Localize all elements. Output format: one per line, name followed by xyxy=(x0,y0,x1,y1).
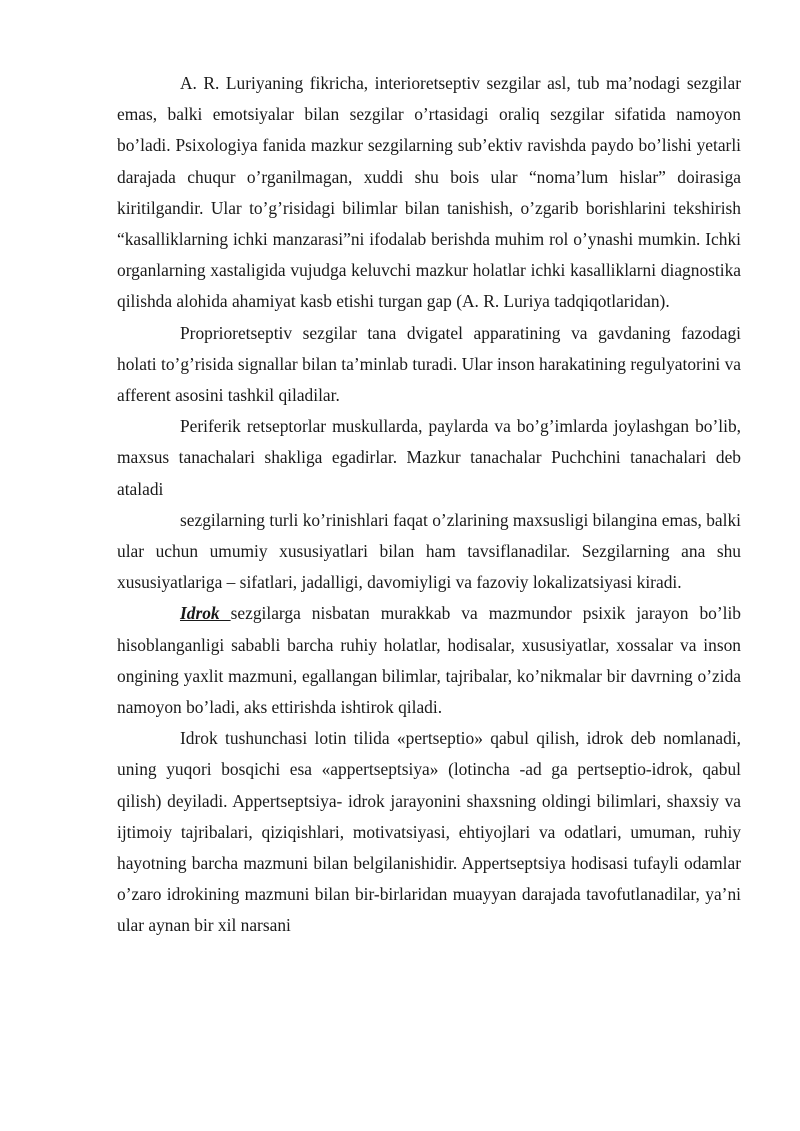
paragraph-proprioceptive: Proprioretseptiv sezgilar tana dvigatel apparatining va gavdaning fazodagi holati to’g’risida signallar bilan ta’minlab turadi. Ular inson harakatining regulyatorini va afferent asosini tashkil qiladilar. xyxy=(117,322,741,406)
term-idrok: Idrok xyxy=(180,603,231,624)
paragraph-perception-text: sezgilarga nisbatan murakkab va mazmundor psixik jarayon bo’lib hisoblanganligi sababli barcha ruhiy holatlar, hodisalar, xususiyatlar, xossalar va inson ongining yaxlit mazmuni, egallangan bilimlar, tajribalar, ko’nikmalar bir davrning o’zida namoyon bo’ladi, aks ettirishda ishtirok qiladi. xyxy=(117,603,741,718)
paragraph-interoreceptive: A. R. Luriyaning fikricha, interioretseptiv sezgilar asl, tub ma’nodagi sezgilar emas, balki emotsiyalar bilan sezgilar o’rtasidagi oraliq sezgilar sifatida namoyon bo’ladi. Psixologiya fanida mazkur sezgilarning sub’ektiv ravishda paydo bo’lishi yetarli darajada chuqur o’rganilmagan, xuddi shu bois ular “noma’lum hislar” doirasiga kiritilgandir. Ular to’g’risidagi bilimlar bilan tanishish, o’zgarib borishlarini tekshirish “kasalliklarning ichki manzarasi”ni ifodalab berishda muhim rol o’ynashi mumkin. Ichki organlarning xastaligida vujudga keluvchi mazkur holatlar ichki kasalliklarni diagnostika qilishda alohida ahamiyat kasb etishi turgan gap (A. R. Luriya tadqiqotlaridan). xyxy=(117,73,741,312)
paragraph-sensation-properties: sezgilarning turli ko’rinishlari faqat o’zlarining maxsusligi bilangina emas, balki ular uchun umumiy xususiyatlari bilan ham tavsiflanadilar. Sezgilarning ana shu xususiyatlariga – sifatlari, jadalligi, davomiyligi va fazoviy lokalizatsiyasi kiradi. xyxy=(117,509,741,593)
paragraph-perception-definition xyxy=(117,598,741,723)
paragraph-apperception: Idrok tushunchasi lotin tilida «pertseptio» qabul qilish, idrok deb nomlanadi, uning yuqori bosqichi esa «appertseptsiya» (lotincha -ad ga pertseptio-idrok, qabul qilish) deyiladi. Appertseptsiya- idrok jarayonini shaxsning oldingi bilimlari, shaxsiy va ijtimoiy tajribalari, qiziqishlari, motivatsiyasi, ehtiyojlari va odatlari, umuman, ruhiy hayotning barcha mazmuni bilan belgilanishidir. Appertseptsiya hodisasi tufayli odamlar o’zaro idrokining mazmuni bilan bir-birlaridan muayyan darajada tavofutlanadilar, ya’ni ular aynan bir xil narsani xyxy=(117,728,741,936)
paragraph-peripheral-receptors: Periferik retseptorlar muskullarda, paylarda va bo’g’imlarda joylashgan bo’lib, maxsus tanachalari shakliga egadirlar. Mazkur tanachalar Puchchini tanachalari deb ataladi xyxy=(117,416,741,499)
document-page xyxy=(117,68,741,942)
